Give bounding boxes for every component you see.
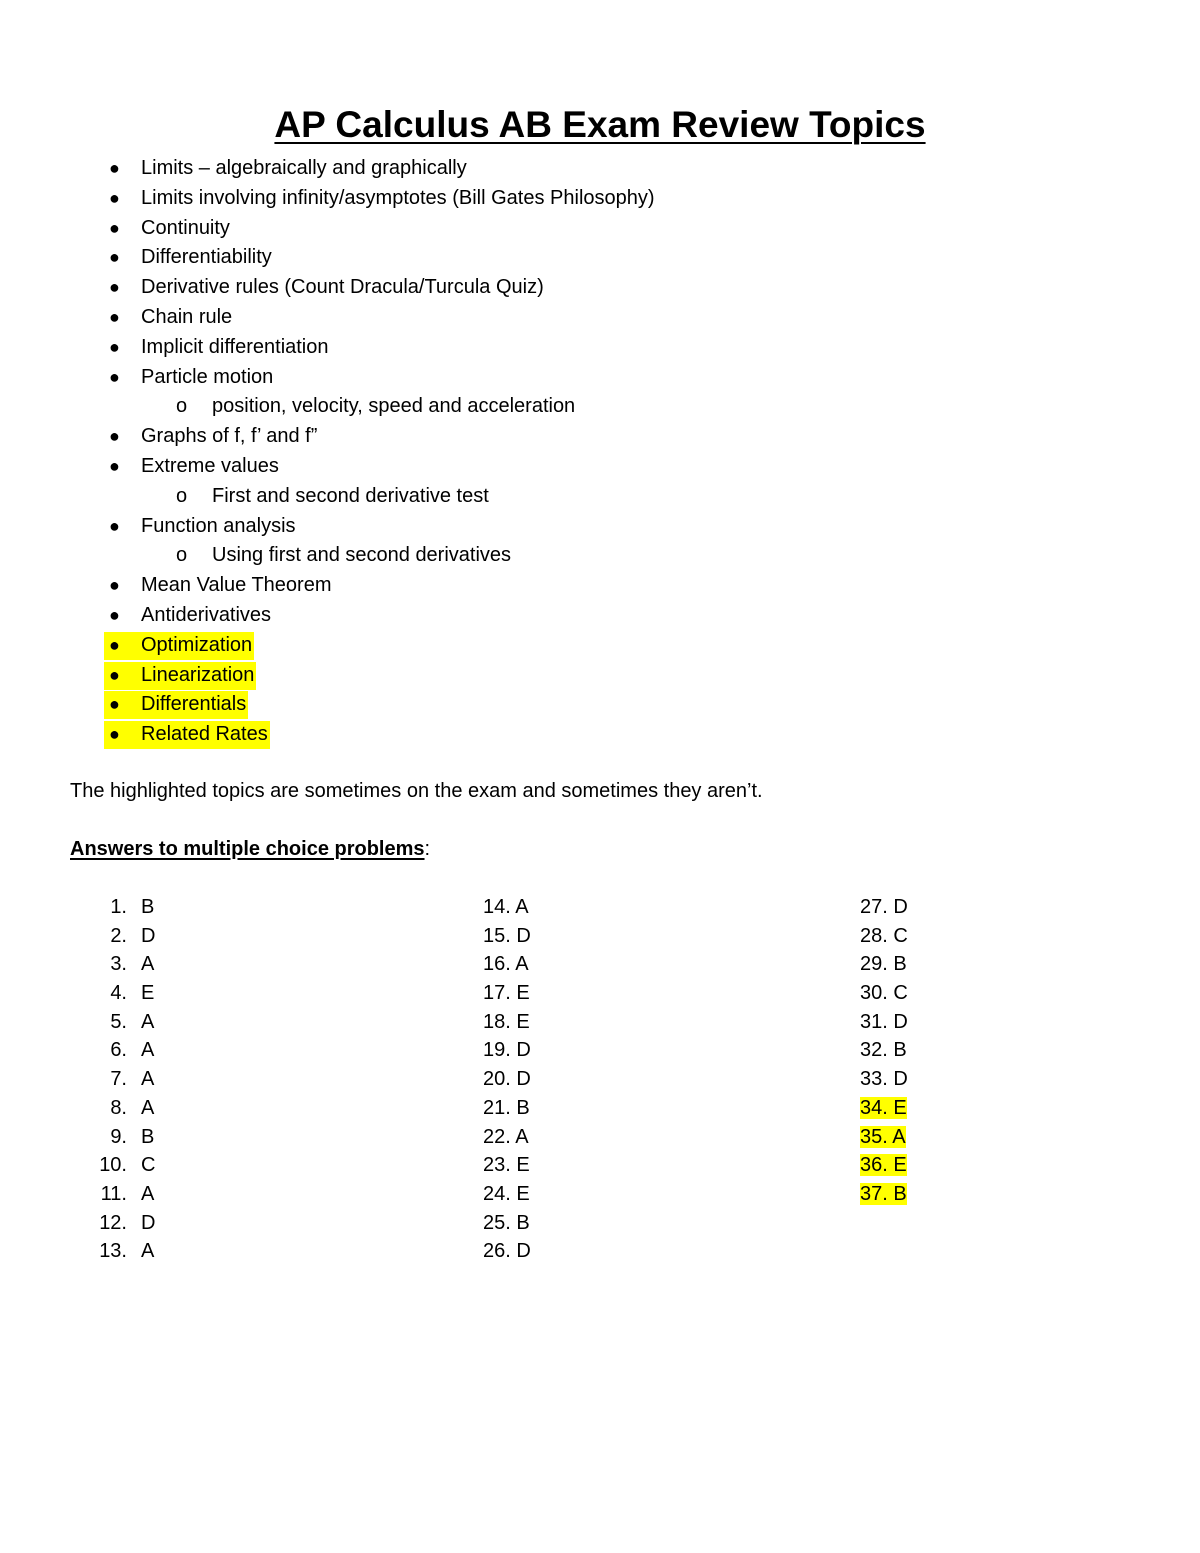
answer-entry bbox=[483, 982, 530, 1004]
answer-entry bbox=[483, 1183, 530, 1205]
answer-number: 36. bbox=[860, 1154, 888, 1177]
topic-text: Limits – algebraically and graphically bbox=[141, 157, 467, 179]
topic-item bbox=[0, 720, 1200, 750]
answer-number: 17. bbox=[483, 982, 511, 1005]
bullet-icon: ● bbox=[109, 247, 120, 268]
answer-letter: E bbox=[516, 982, 530, 1005]
bullet-icon: ● bbox=[109, 217, 120, 238]
answer-letter: E bbox=[516, 1182, 530, 1205]
topic-text: position, velocity, speed and acceleration bbox=[212, 395, 576, 418]
answer-letter: A bbox=[141, 1096, 155, 1119]
answer-letter: C bbox=[141, 1154, 156, 1177]
answer-number: 5. bbox=[110, 1010, 127, 1033]
answer-item bbox=[859, 1180, 909, 1209]
answer-letter: A bbox=[141, 1068, 155, 1091]
answer-letter: E bbox=[516, 1010, 530, 1033]
answer-number: 16. bbox=[483, 953, 511, 976]
answer-item bbox=[0, 1123, 300, 1152]
answer-letter: C bbox=[893, 924, 908, 947]
bullet-icon: ● bbox=[109, 306, 120, 327]
answer-letter: A bbox=[515, 953, 529, 976]
topic-item bbox=[0, 333, 1200, 363]
answer-item bbox=[482, 979, 532, 1008]
topic-text: Derivative rules (Count Dracula/Turcula Quiz) bbox=[141, 276, 544, 299]
bullet-icon: ● bbox=[109, 604, 120, 625]
sub-topic-item bbox=[0, 392, 1200, 422]
answer-entry bbox=[483, 925, 531, 947]
answer-letter: B bbox=[516, 1211, 530, 1234]
answers-column-2 bbox=[482, 893, 532, 1266]
answer-item bbox=[482, 1209, 532, 1238]
answer-item bbox=[0, 950, 300, 979]
topic-text: Continuity bbox=[141, 216, 230, 239]
answer-item bbox=[482, 1094, 532, 1123]
answer-item bbox=[482, 922, 532, 951]
answer-entry bbox=[860, 1154, 907, 1176]
answer-item bbox=[0, 1180, 300, 1209]
answer-entry bbox=[483, 1240, 531, 1262]
topic-text: Graphs of f, f’ and f” bbox=[141, 425, 318, 448]
answer-letter: B bbox=[516, 1096, 530, 1119]
answer-letter: B bbox=[141, 896, 155, 918]
answer-number: 33. bbox=[860, 1068, 888, 1091]
answer-number: 1. bbox=[110, 896, 127, 918]
topic-item bbox=[0, 571, 1200, 601]
answers-column-1 bbox=[0, 893, 300, 1266]
highlight-note: The highlighted topics are sometimes on the exam and sometimes they aren’t. bbox=[70, 780, 763, 802]
answer-item bbox=[482, 1065, 532, 1094]
answer-item bbox=[859, 893, 909, 922]
answer-item bbox=[859, 1094, 909, 1123]
answer-item bbox=[859, 1008, 909, 1037]
answer-letter: D bbox=[893, 1068, 908, 1091]
topic-text: Particle motion bbox=[141, 365, 274, 388]
answer-entry bbox=[483, 1068, 531, 1090]
answer-number: 30. bbox=[860, 982, 888, 1005]
topic-text: Mean Value Theorem bbox=[141, 574, 332, 597]
answer-item bbox=[482, 1151, 532, 1180]
answer-number: 23. bbox=[483, 1154, 511, 1177]
answer-item bbox=[0, 1065, 300, 1094]
bullet-icon: ● bbox=[109, 426, 120, 447]
answer-entry bbox=[860, 1039, 907, 1061]
topic-text: Function analysis bbox=[141, 514, 296, 537]
answer-number: 25. bbox=[483, 1211, 511, 1234]
answer-letter: B bbox=[893, 1039, 907, 1062]
answer-item bbox=[0, 1094, 300, 1123]
answer-letter: E bbox=[141, 982, 155, 1005]
topic-text: Antiderivatives bbox=[141, 603, 272, 626]
topic-text: Differentiability bbox=[141, 246, 272, 269]
answer-letter: D bbox=[516, 924, 531, 947]
bullet-icon: ● bbox=[109, 515, 120, 536]
topic-item bbox=[0, 214, 1200, 244]
topic-text: First and second derivative test bbox=[212, 484, 489, 507]
review-topic-list bbox=[0, 154, 1200, 750]
answer-number: 18. bbox=[483, 1010, 511, 1033]
bullet-icon: ● bbox=[109, 575, 120, 596]
answer-letter: A bbox=[141, 1182, 155, 1205]
answer-letter: D bbox=[516, 1039, 531, 1062]
topic-item bbox=[0, 422, 1200, 452]
topic-text: Differentials bbox=[141, 693, 247, 716]
answer-letter: E bbox=[893, 1096, 907, 1119]
answer-item bbox=[0, 1209, 300, 1238]
answer-number: 28. bbox=[860, 924, 888, 947]
answer-number: 3. bbox=[110, 953, 127, 976]
answer-entry bbox=[483, 896, 529, 918]
answer-number: 29. bbox=[860, 953, 888, 976]
answer-number: 8. bbox=[110, 1096, 127, 1119]
answer-entry bbox=[860, 982, 908, 1004]
answer-entry bbox=[483, 1039, 531, 1061]
answer-item bbox=[482, 950, 532, 979]
answer-number: 35. bbox=[860, 1125, 888, 1148]
sub-topic-item bbox=[0, 482, 1200, 512]
answer-entry bbox=[483, 953, 529, 975]
topic-item bbox=[0, 184, 1200, 214]
answer-letter: A bbox=[515, 896, 529, 918]
bullet-icon: ● bbox=[109, 694, 120, 715]
answer-entry bbox=[483, 1154, 530, 1176]
answer-number: 21. bbox=[483, 1096, 511, 1119]
answer-item bbox=[0, 922, 300, 951]
topic-item bbox=[0, 661, 1200, 691]
bullet-icon: ● bbox=[109, 366, 120, 387]
answer-number: 22. bbox=[483, 1125, 511, 1148]
answer-number: 2. bbox=[110, 924, 127, 947]
answer-entry bbox=[860, 1011, 908, 1033]
answer-item bbox=[859, 950, 909, 979]
answer-item bbox=[482, 1036, 532, 1065]
answer-entry bbox=[860, 1097, 907, 1119]
answer-number: 10. bbox=[99, 1154, 127, 1177]
answers-column-3 bbox=[859, 893, 909, 1209]
bullet-icon: ● bbox=[109, 455, 120, 476]
answer-letter: A bbox=[141, 1240, 155, 1263]
answer-number: 27. bbox=[860, 896, 888, 918]
topic-item bbox=[0, 690, 1200, 720]
topic-text: Linearization bbox=[141, 663, 255, 686]
sub-topic-item bbox=[0, 541, 1200, 571]
bullet-icon: ● bbox=[109, 158, 120, 178]
answer-letter: D bbox=[516, 1240, 531, 1263]
topic-item bbox=[0, 631, 1200, 661]
topic-item bbox=[0, 154, 1200, 184]
answer-item bbox=[859, 1065, 909, 1094]
answer-number: 4. bbox=[110, 982, 127, 1005]
answer-item bbox=[482, 1008, 532, 1037]
topic-item bbox=[0, 243, 1200, 273]
answer-item bbox=[482, 1123, 532, 1152]
answer-entry bbox=[483, 1097, 530, 1119]
answer-number: 19. bbox=[483, 1039, 511, 1062]
answer-number: 24. bbox=[483, 1182, 511, 1205]
bullet-icon: ● bbox=[109, 724, 120, 745]
topic-text: Related Rates bbox=[141, 723, 268, 746]
answer-number: 13. bbox=[99, 1240, 127, 1263]
topic-item bbox=[0, 273, 1200, 303]
answer-item bbox=[859, 922, 909, 951]
answer-letter: A bbox=[141, 1010, 155, 1033]
bullet-icon: ● bbox=[109, 336, 120, 357]
answer-entry bbox=[483, 1011, 530, 1033]
answer-letter: D bbox=[893, 896, 908, 918]
answer-item bbox=[0, 1008, 300, 1037]
hollow-bullet-icon: o bbox=[176, 544, 188, 567]
answer-number: 26. bbox=[483, 1240, 511, 1263]
answer-letter: E bbox=[893, 1154, 907, 1177]
answer-item bbox=[859, 1036, 909, 1065]
answer-letter: B bbox=[893, 953, 907, 976]
page-title: AP Calculus AB Exam Review Topics bbox=[274, 103, 926, 145]
answer-letter: D bbox=[893, 1010, 908, 1033]
answer-number: 7. bbox=[110, 1068, 127, 1091]
answer-entry bbox=[483, 1126, 529, 1148]
answer-letter: A bbox=[141, 1039, 155, 1062]
answer-letter: D bbox=[516, 1068, 531, 1091]
answer-letter: E bbox=[516, 1154, 530, 1177]
answer-entry bbox=[860, 1183, 907, 1205]
bullet-icon: ● bbox=[109, 187, 120, 208]
topic-item bbox=[0, 363, 1200, 393]
answer-letter: B bbox=[141, 1125, 155, 1148]
answer-item bbox=[0, 979, 300, 1008]
answer-letter: A bbox=[141, 953, 155, 976]
answer-letter: D bbox=[141, 1211, 156, 1234]
answer-number: 14. bbox=[483, 896, 511, 918]
topic-text: Extreme values bbox=[141, 454, 279, 477]
answer-entry bbox=[860, 953, 907, 975]
answer-letter: A bbox=[892, 1125, 906, 1148]
topic-item bbox=[0, 452, 1200, 482]
answer-item bbox=[0, 893, 300, 922]
topic-text: Limits involving infinity/asymptotes (Bill Gates Philosophy) bbox=[141, 186, 655, 209]
answers-heading-colon: : bbox=[424, 838, 431, 860]
answers-heading bbox=[70, 834, 430, 864]
topic-text: Optimization bbox=[141, 633, 253, 656]
topic-item bbox=[0, 303, 1200, 333]
answer-entry bbox=[860, 896, 908, 918]
bullet-icon: ● bbox=[109, 634, 120, 655]
answer-number: 15. bbox=[483, 924, 511, 947]
bullet-icon: ● bbox=[109, 664, 120, 685]
topic-text: Using first and second derivatives bbox=[212, 544, 512, 567]
answer-item bbox=[482, 1237, 532, 1266]
answer-letter: D bbox=[141, 924, 156, 947]
answer-number: 6. bbox=[110, 1039, 127, 1062]
answer-number: 9. bbox=[110, 1125, 127, 1148]
answer-letter: A bbox=[515, 1125, 529, 1148]
answer-letter: C bbox=[893, 982, 908, 1005]
answer-item bbox=[482, 893, 532, 922]
topic-item bbox=[0, 512, 1200, 542]
answer-entry bbox=[860, 1068, 908, 1090]
answer-number: 11. bbox=[100, 1182, 127, 1205]
answer-number: 34. bbox=[860, 1096, 888, 1119]
answer-item bbox=[0, 1151, 300, 1180]
topic-item bbox=[0, 601, 1200, 631]
answer-number: 12. bbox=[99, 1211, 127, 1234]
answer-number: 20. bbox=[483, 1068, 511, 1091]
bullet-icon: ● bbox=[109, 277, 120, 298]
answer-number: 32. bbox=[860, 1039, 888, 1062]
answer-item bbox=[859, 1151, 909, 1180]
answer-entry bbox=[483, 1212, 530, 1234]
answer-item bbox=[859, 1123, 909, 1152]
answer-entry bbox=[860, 1126, 906, 1148]
answer-letter: B bbox=[893, 1182, 907, 1205]
topic-text: Implicit differentiation bbox=[141, 335, 329, 358]
answer-number: 37. bbox=[860, 1182, 888, 1205]
answer-entry bbox=[860, 925, 908, 947]
answer-number: 31. bbox=[860, 1010, 888, 1033]
answer-item bbox=[859, 979, 909, 1008]
hollow-bullet-icon: o bbox=[176, 395, 188, 418]
topic-text: Chain rule bbox=[141, 305, 233, 328]
hollow-bullet-icon: o bbox=[176, 484, 188, 507]
answer-item bbox=[482, 1180, 532, 1209]
answer-item bbox=[0, 1036, 300, 1065]
answer-item bbox=[0, 1237, 300, 1266]
answers-heading-text: Answers to multiple choice problems bbox=[70, 838, 425, 860]
